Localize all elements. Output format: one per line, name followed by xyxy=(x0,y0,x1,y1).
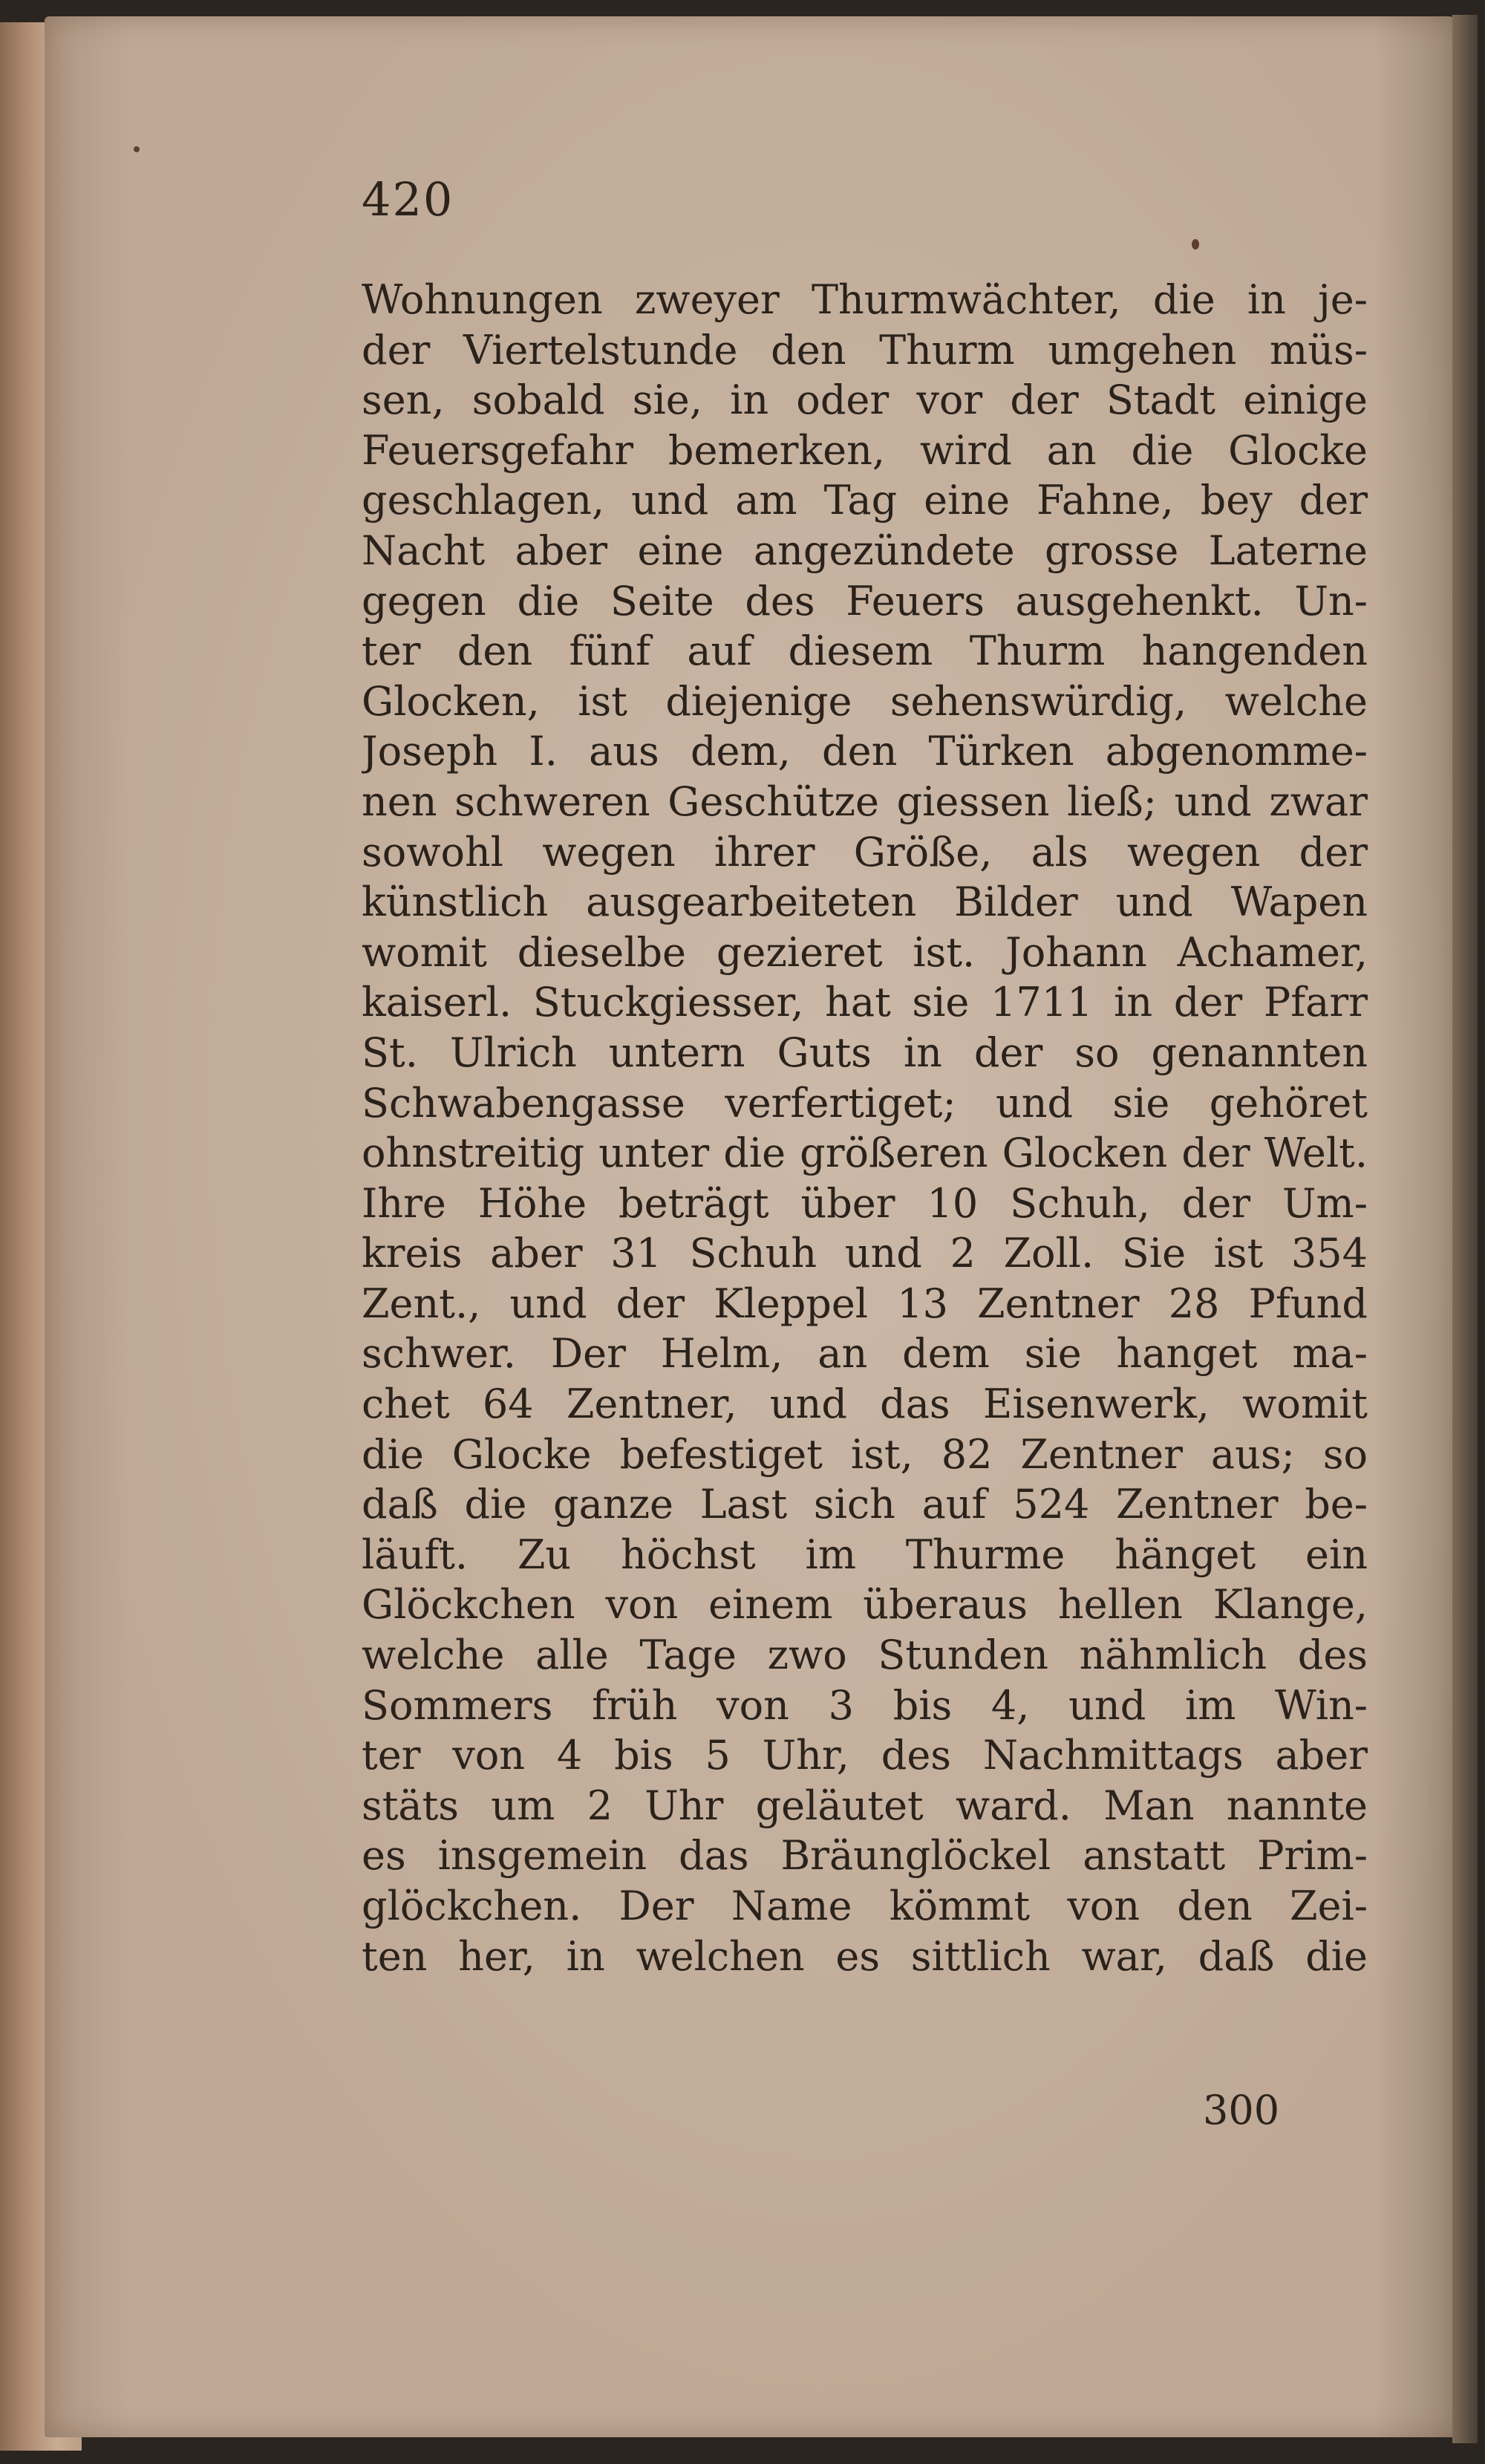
text-line: künstlich ausgearbeiteten Bilder und Wapen xyxy=(362,879,1368,926)
text-line: welche alle Tage zwo Stunden nähmlich des xyxy=(362,1632,1368,1679)
binding-shadow-right xyxy=(1452,15,1478,2443)
text-line: sen, sobald sie, in oder vor der Stadt einige xyxy=(362,377,1368,424)
body-text xyxy=(362,275,1368,1981)
text-line: läuft. Zu höchst im Thurme hänget ein xyxy=(362,1531,1368,1578)
text-line: ohnstreitig unter die größeren Glocken der Welt. xyxy=(362,1130,1368,1177)
paper-speck xyxy=(134,146,140,152)
text-line: glöckchen. Der Name kömmt von den Zei- xyxy=(362,1883,1368,1929)
text-line: Sommers früh von 3 bis 4, und im Win- xyxy=(362,1681,1368,1729)
text-line: Joseph I. aus dem, den Türken abgenomme- xyxy=(362,728,1368,775)
text-line: kaiserl. Stuckgiesser, hat sie 1711 in der Pfarr xyxy=(362,979,1368,1026)
text-line: kreis aber 31 Schuh und 2 Zoll. Sie ist 354 xyxy=(362,1230,1368,1277)
text-line: der Viertelstunde den Thurm umgehen müs- xyxy=(362,326,1368,374)
text-line: St. Ulrich untern Guts in der so genannten xyxy=(362,1029,1368,1076)
text-line: es insgemein das Bräunglöckel anstatt Prim- xyxy=(362,1832,1368,1880)
text-line: Zent., und der Kleppel 13 Zentner 28 Pfund xyxy=(362,1280,1368,1327)
text-line: Nacht aber eine angezündete grosse Laterne xyxy=(362,527,1368,574)
text-line: Glocken, ist diejenige sehenswürdig, welche xyxy=(362,677,1368,725)
text-line: ten her, in welchen es sittlich war, daß die xyxy=(362,1932,1368,1980)
catchword: 300 xyxy=(1203,2087,1280,2134)
text-line: sowohl wegen ihrer Größe, als wegen der xyxy=(362,828,1368,876)
text-line: stäts um 2 Uhr geläutet ward. Man nannte xyxy=(362,1782,1368,1829)
text-line: geschlagen, und am Tag eine Fahne, bey der xyxy=(362,477,1368,524)
page-number: 420 xyxy=(362,172,454,226)
text-line: gegen die Seite des Feuers ausgehenkt. Un- xyxy=(362,577,1368,625)
text-line: nen schweren Geschütze giessen ließ; und zwar xyxy=(362,778,1368,825)
paper-speck xyxy=(1192,239,1199,250)
text-line: Glöckchen von einem überaus hellen Klange, xyxy=(362,1581,1368,1629)
text-line: daß die ganze Last sich auf 524 Zentner be- xyxy=(362,1481,1368,1528)
text-line: womit dieselbe gezieret ist. Johann Achamer, xyxy=(362,928,1368,976)
text-line: Feuersgefahr bemerken, wird an die Glocke xyxy=(362,426,1368,474)
text-line: Ihre Höhe beträgt über 10 Schuh, der Um- xyxy=(362,1179,1368,1227)
text-line: ter den fünf auf diesem Thurm hangenden xyxy=(362,628,1368,675)
text-line: ter von 4 bis 5 Uhr, des Nachmittags aber xyxy=(362,1732,1368,1779)
text-line: chet 64 Zentner, und das Eisenwerk, womit xyxy=(362,1381,1368,1428)
text-line: Wohnungen zweyer Thurmwächter, die in je- xyxy=(362,276,1368,323)
text-line: Schwabengasse verfertiget; und sie gehöret xyxy=(362,1079,1368,1127)
text-line: die Glocke befestiget ist, 82 Zentner aus; so xyxy=(362,1430,1368,1478)
text-line: schwer. Der Helm, an dem sie hanget ma- xyxy=(362,1330,1368,1378)
